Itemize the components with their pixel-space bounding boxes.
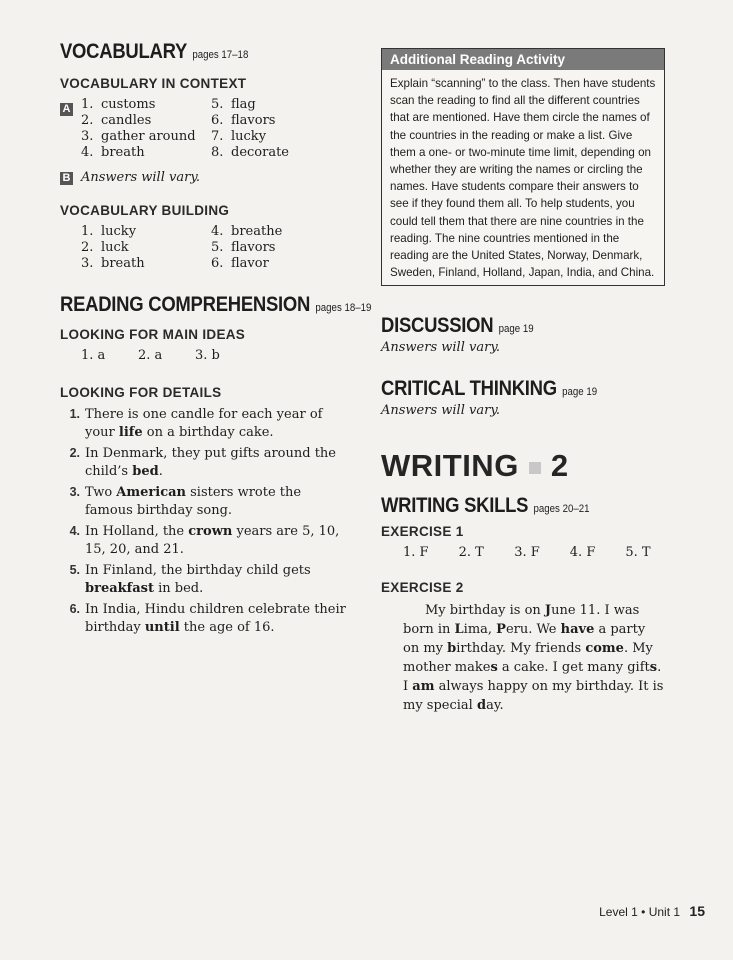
detail-text	[85, 484, 350, 519]
detail-text-post: sisters wrote the famous birthday song.	[85, 485, 302, 518]
detail-text-pre: In Holland, the	[85, 524, 189, 539]
corrected-text: s	[649, 660, 658, 676]
writing-skills-pages: pages 20–21	[533, 503, 590, 516]
exercise-1-answers	[381, 545, 681, 560]
reading-pages: pages 18–19	[315, 302, 372, 314]
corrected-text: P	[496, 622, 506, 638]
vocab-building-list	[81, 224, 351, 271]
right-column	[381, 48, 681, 715]
item-word: flavor	[231, 256, 269, 271]
corrected-text: have	[560, 622, 595, 638]
vocabulary-building-heading: VOCABULARY BUILDING	[60, 203, 230, 218]
paragraph-text: . I	[403, 660, 662, 695]
vocab-a-item	[211, 145, 351, 160]
vocabulary-title: VOCABULARY pages 17–18	[60, 40, 249, 63]
item-number: 2.	[81, 240, 94, 255]
answer-letter: a	[154, 348, 163, 363]
item-word: luck	[101, 240, 129, 255]
critical-thinking-answer: Answers will vary.	[381, 403, 501, 419]
detail-answer-word: until	[144, 619, 180, 635]
detail-number: 2.	[69, 446, 80, 460]
item-number: 7.	[211, 129, 224, 144]
discussion-answer: Answers will vary.	[381, 340, 501, 356]
detail-number: 6.	[69, 602, 80, 616]
item-number: 1.	[81, 97, 94, 112]
detail-text-pre: There is one candle for each year of your	[85, 407, 323, 440]
detail-number: 1.	[69, 407, 80, 421]
item-number: 6.	[211, 256, 224, 271]
vocab-building-item	[211, 224, 351, 239]
vocabulary-in-context-heading: VOCABULARY IN CONTEXT	[60, 76, 247, 91]
exercise-1-heading: EXERCISE 1	[381, 524, 464, 540]
item-number: 6.	[211, 113, 224, 128]
page-footer	[599, 903, 705, 919]
detail-item	[60, 484, 350, 519]
vocab-a-item	[81, 145, 211, 160]
detail-text-post: years are 5, 10, 15, 20, and 21.	[85, 524, 340, 557]
detail-text	[85, 445, 350, 480]
exercise-1-answer: 5. T	[625, 545, 651, 561]
writing-heading: WRITING 2	[381, 448, 569, 484]
vocab-a-item	[81, 113, 211, 128]
writing-skills-header	[381, 494, 681, 518]
additional-reading-title: Additional Reading Activity	[382, 49, 664, 70]
page-number: 15	[689, 903, 705, 919]
item-word: candles	[101, 113, 152, 128]
footer-unit: Unit 1	[648, 905, 681, 919]
item-word: flavors	[231, 240, 276, 255]
item-number: 5.	[211, 240, 224, 255]
detail-text	[85, 601, 350, 636]
answer-number: 3.	[195, 348, 212, 363]
item-number: 2.	[81, 113, 94, 128]
paragraph-text: a party on my	[403, 622, 646, 657]
vocabulary-pages: pages 17–18	[192, 49, 249, 61]
corrected-text: am	[412, 679, 435, 695]
detail-answer-word: American	[116, 485, 186, 500]
detail-text-post: the age of 16.	[179, 619, 275, 635]
additional-reading-box	[381, 48, 665, 286]
section-a-label: A	[60, 103, 73, 116]
exercise-1-answer: 3. F	[514, 545, 540, 561]
item-number: 8.	[211, 145, 224, 160]
detail-answer-word: breakfast	[85, 580, 154, 596]
paragraph-text: irthday. My friends	[456, 641, 586, 657]
critical-thinking-pages: page 19	[562, 386, 598, 399]
item-number: 4.	[81, 145, 94, 160]
exercise-2-heading: EXERCISE 2	[381, 580, 464, 596]
vocabulary-building-section	[60, 224, 360, 271]
vocab-building-item	[81, 256, 211, 271]
vocab-a-item	[211, 113, 351, 128]
detail-text-post: .	[158, 463, 163, 479]
corrected-text: J	[544, 603, 552, 619]
vocab-building-item	[211, 256, 351, 271]
detail-text-post: on a birthday cake.	[142, 424, 274, 440]
item-number: 3.	[81, 256, 94, 271]
section-a	[60, 97, 360, 160]
item-word: breath	[101, 256, 145, 271]
vocab-a-item	[211, 129, 351, 144]
corrected-text: d	[476, 698, 487, 714]
exercise-2-paragraph	[381, 601, 665, 715]
paragraph-text: une 11. I was born in	[403, 603, 640, 638]
vocab-a-item	[211, 97, 351, 112]
exercise-1-answer: 2. T	[458, 545, 484, 561]
detail-item	[60, 406, 350, 441]
additional-reading-body: Explain “scanning” to the class. Then have students scan the reading to find all the different countries that are mentioned. Have them circle the names of the countries in the reading or make a list. Give them a one- or two-minute time limit, depending on whether they are writing the names or circling the names. Have students compare their answers to see if they found them all. To help students, you could tell them that there are nine countries in the reading. The nine countries mentioned in the reading are the United States, Norway, Denmark, Sweden, Finland, Holland, Japan, India, and China.	[390, 77, 656, 280]
left-column	[60, 40, 372, 640]
detail-answer-word: crown	[188, 524, 233, 539]
item-number: 1.	[81, 224, 94, 239]
vocab-a-item	[81, 129, 211, 144]
exercise-1-answer: 4. F	[569, 545, 596, 561]
main-ideas-heading: LOOKING FOR MAIN IDEAS	[60, 327, 246, 342]
detail-number: 4.	[69, 524, 80, 538]
detail-text-pre: In India, Hindu children celebrate their birthday	[85, 602, 346, 635]
section-b	[60, 170, 360, 185]
answer-number: 2.	[138, 348, 155, 363]
critical-thinking-section	[381, 377, 681, 418]
paragraph-text: ima,	[463, 622, 497, 638]
detail-item	[60, 523, 350, 558]
main-idea-answer	[138, 348, 195, 363]
item-word: lucky	[231, 129, 267, 144]
detail-item	[60, 562, 350, 597]
vocab-building-item	[211, 240, 351, 255]
vocab-building-item	[81, 224, 211, 239]
vocab-a-item	[81, 97, 211, 112]
paragraph-text: a cake. I get many gift	[497, 660, 650, 676]
section-b-answer: Answers will vary.	[81, 170, 201, 185]
detail-number: 3.	[69, 485, 80, 499]
corrected-text: b	[447, 641, 457, 657]
answer-letter: a	[97, 348, 106, 363]
item-number: 5.	[211, 97, 224, 112]
paragraph-text: always happy on my birthday. It is my special	[403, 679, 664, 714]
paragraph-text: eru. We	[505, 622, 561, 638]
vocab-building-item	[81, 240, 211, 255]
detail-number: 5.	[69, 563, 80, 577]
paragraph-text: ay.	[486, 698, 504, 714]
detail-text-pre: In Finland, the birthday child gets	[85, 563, 311, 578]
item-number: 4.	[211, 224, 224, 239]
item-word: decorate	[231, 145, 290, 160]
details-list	[60, 406, 350, 636]
vocabulary-header	[60, 40, 360, 70]
item-word: gather around	[101, 129, 196, 144]
detail-text-post: in bed.	[153, 580, 204, 596]
corrected-text: L	[454, 622, 464, 638]
discussion-pages: page 19	[498, 323, 534, 336]
detail-answer-word: bed	[132, 463, 159, 479]
item-word: flavors	[231, 113, 276, 128]
reading-title: READING COMPREHENSION pages 18–19	[60, 293, 372, 316]
critical-thinking-title: CRITICAL THINKING page 19	[381, 377, 598, 401]
detail-text	[85, 562, 350, 597]
reading-header	[60, 293, 372, 319]
section-b-label: B	[60, 172, 73, 185]
item-word: breath	[101, 145, 145, 160]
item-word: customs	[101, 97, 156, 112]
main-idea-answer	[81, 348, 138, 363]
square-divider-icon	[529, 462, 541, 474]
detail-item	[60, 445, 350, 480]
item-word: lucky	[101, 224, 137, 239]
answer-letter: b	[211, 348, 220, 363]
vocab-a-list	[81, 97, 351, 160]
detail-text-pre: In Denmark, they put gifts around the child’s	[85, 446, 336, 479]
exercise-1-answer: 1. F	[403, 545, 429, 561]
footer-separator: •	[641, 905, 646, 919]
corrected-text: come	[585, 641, 624, 657]
detail-text-pre: Two	[85, 485, 117, 500]
footer-level: Level 1	[599, 905, 638, 919]
detail-answer-word: life	[118, 424, 143, 440]
item-number: 3.	[81, 129, 94, 144]
discussion-title: DISCUSSION page 19	[381, 314, 534, 338]
answer-number: 1.	[81, 348, 98, 363]
main-idea-answer	[195, 348, 252, 363]
paragraph-text: . My mother make	[403, 641, 653, 676]
paragraph-text: My birthday is on	[425, 603, 545, 619]
writing-skills-title: WRITING SKILLS pages 20–21	[381, 494, 590, 518]
discussion-section	[381, 314, 681, 355]
detail-item	[60, 601, 350, 636]
item-word: flag	[231, 97, 256, 112]
detail-text	[85, 406, 350, 441]
item-word: breathe	[231, 224, 283, 239]
corrected-text: s	[490, 660, 498, 676]
detail-text	[85, 523, 350, 558]
main-ideas-answers	[60, 348, 360, 363]
details-heading: LOOKING FOR DETAILS	[60, 385, 222, 400]
